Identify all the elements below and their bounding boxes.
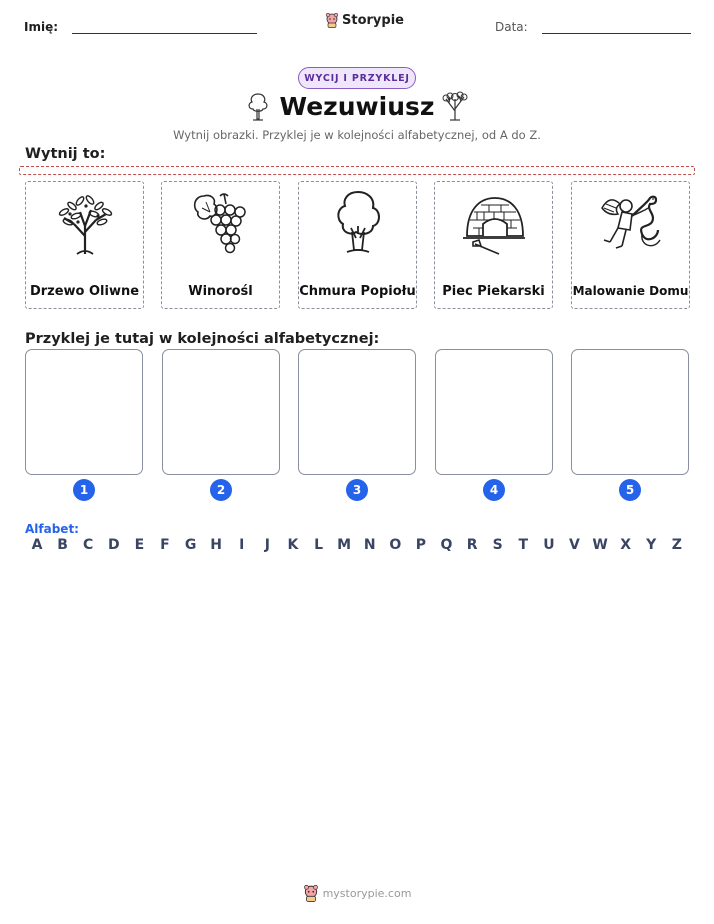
slot-number-badge: 2 bbox=[210, 479, 232, 501]
ash-cloud-tree-icon bbox=[323, 188, 393, 258]
paste-slot-4[interactable] bbox=[435, 349, 553, 475]
card-label: Chmura Popiołu bbox=[299, 284, 416, 299]
alphabet-letter: E bbox=[134, 537, 145, 553]
grapevine-icon bbox=[186, 188, 256, 258]
alphabet-letter: Y bbox=[646, 537, 657, 553]
alphabet-letter: T bbox=[518, 537, 529, 553]
alphabet-letter: J bbox=[264, 537, 270, 553]
footer-url: mystorypie.com bbox=[322, 887, 412, 900]
brand-logo bbox=[325, 13, 404, 28]
slot-number-badge: 1 bbox=[73, 479, 95, 501]
paste-slot-3[interactable] bbox=[298, 349, 416, 475]
paste-section-title: Przyklej je tutaj w kolejności alfabetycznej: bbox=[25, 331, 380, 347]
alphabet-letter: K bbox=[287, 537, 299, 553]
storypie-mascot-icon bbox=[303, 885, 319, 902]
alphabet-letter: Q bbox=[440, 537, 453, 553]
alphabet-letter: C bbox=[83, 537, 94, 553]
page-title: Wezuwiusz bbox=[279, 92, 435, 121]
alphabet-letter: M bbox=[337, 537, 352, 553]
alphabet-letter: H bbox=[210, 537, 223, 553]
alphabet-letter: D bbox=[107, 537, 120, 553]
alphabet-letter: I bbox=[239, 537, 245, 553]
alphabet-letter: A bbox=[31, 537, 43, 553]
alphabet-letter: O bbox=[389, 537, 402, 553]
alphabet-letter: N bbox=[363, 537, 376, 553]
brand-name: Storypie bbox=[342, 13, 404, 28]
slot-number-badge: 3 bbox=[346, 479, 368, 501]
alphabet-letter: U bbox=[543, 537, 555, 553]
cut-card-bread-oven[interactable] bbox=[434, 181, 553, 309]
alphabet-letter: R bbox=[466, 537, 478, 553]
instructions-text: Wytnij obrazki. Przyklej je w kolejności alfabetycznej, od A do Z. bbox=[173, 128, 541, 142]
footer bbox=[0, 885, 714, 902]
alphabet-row bbox=[25, 537, 689, 553]
activity-tag: WYCIJ I PRZYKLEJ bbox=[298, 67, 416, 89]
paste-slot-2[interactable] bbox=[162, 349, 280, 475]
house-painting-icon bbox=[596, 188, 666, 258]
olive-tree-icon bbox=[50, 188, 120, 258]
alphabet-letter: L bbox=[314, 537, 323, 553]
cut-card-house-painting[interactable] bbox=[571, 181, 690, 309]
slot-number-badge: 5 bbox=[619, 479, 641, 501]
dashed-cut-line bbox=[19, 166, 695, 175]
bread-oven-icon bbox=[459, 188, 529, 258]
cut-section-title: Wytnij to: bbox=[25, 146, 106, 162]
storypie-mascot-icon bbox=[325, 13, 339, 28]
card-label: Malowanie Domu bbox=[572, 284, 689, 298]
paste-slot-1[interactable] bbox=[25, 349, 143, 475]
name-label: Imię: bbox=[24, 20, 59, 34]
name-write-line bbox=[72, 33, 257, 34]
date-label: Data: bbox=[495, 20, 528, 34]
date-write-line bbox=[542, 33, 691, 34]
slot-number-badge: 4 bbox=[483, 479, 505, 501]
alphabet-letter: S bbox=[492, 537, 503, 553]
cut-card-ash-cloud[interactable] bbox=[298, 181, 417, 309]
alphabet-letter: F bbox=[160, 537, 170, 553]
alphabet-letter: V bbox=[569, 537, 580, 553]
card-label: Drzewo Oliwne bbox=[29, 284, 140, 299]
paste-slot-5[interactable] bbox=[571, 349, 689, 475]
card-label: Winorośl bbox=[188, 284, 253, 299]
card-label: Piec Piekarski bbox=[442, 284, 545, 299]
alphabet-letter: B bbox=[57, 537, 68, 553]
branching-tree-icon bbox=[441, 91, 469, 121]
cut-card-grapevine[interactable] bbox=[161, 181, 280, 309]
alphabet-letter: P bbox=[415, 537, 427, 553]
alphabet-letter: Z bbox=[671, 537, 682, 553]
alphabet-letter: G bbox=[184, 537, 197, 553]
alphabet-letter: W bbox=[592, 537, 608, 553]
cut-card-olive-tree[interactable] bbox=[25, 181, 144, 309]
alphabet-letter: X bbox=[620, 537, 632, 553]
alphabet-title: Alfabet: bbox=[25, 522, 79, 536]
